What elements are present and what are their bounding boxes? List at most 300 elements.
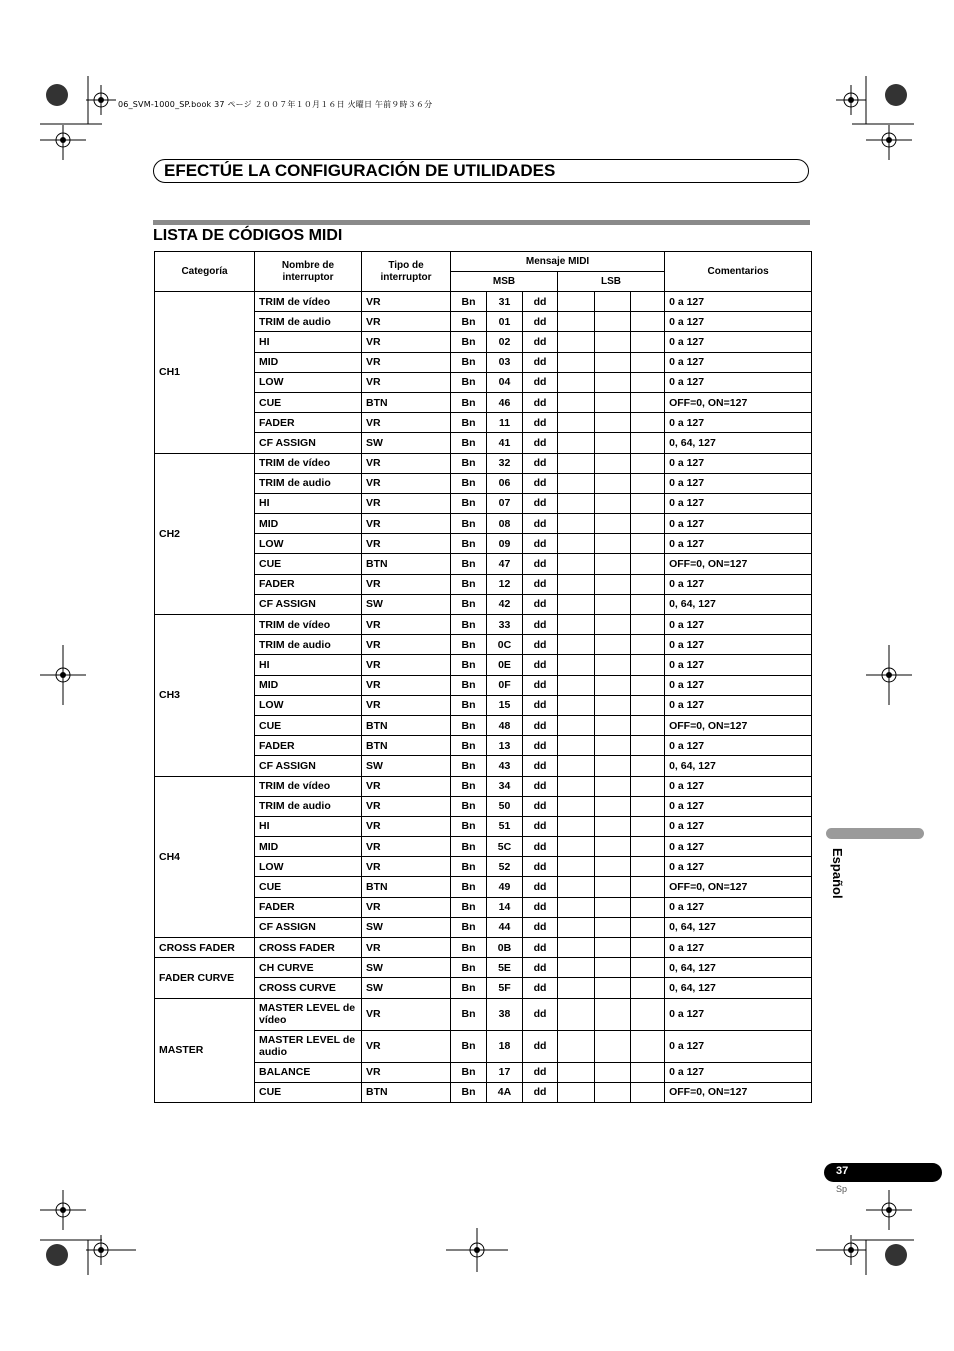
category-cell: CH4 — [155, 776, 255, 938]
lsb-byte1-cell — [558, 292, 595, 312]
msb-byte2-cell: 0E — [487, 655, 523, 675]
comment-cell: OFF=0, ON=127 — [665, 715, 812, 735]
msb-byte3-cell: dd — [523, 695, 558, 715]
lsb-byte2-cell — [595, 736, 631, 756]
table-row — [155, 998, 812, 1030]
lsb-byte2-cell — [595, 413, 631, 433]
header-nombre: Nombre de interruptor — [255, 252, 362, 292]
lsb-byte1-cell — [558, 413, 595, 433]
msb-byte1-cell: Bn — [451, 312, 487, 332]
lsb-byte1-cell — [558, 938, 595, 958]
msb-byte3-cell: dd — [523, 917, 558, 937]
msb-byte1-cell: Bn — [451, 695, 487, 715]
switch-type-cell: SW — [362, 917, 451, 937]
switch-name-cell: LOW — [255, 857, 362, 877]
msb-byte1-cell: Bn — [451, 857, 487, 877]
lsb-byte3-cell — [631, 1030, 665, 1062]
msb-byte2-cell: 42 — [487, 594, 523, 614]
lsb-byte2-cell — [595, 433, 631, 453]
comment-cell: 0, 64, 127 — [665, 594, 812, 614]
switch-name-cell: HI — [255, 493, 362, 513]
switch-type-cell: BTN — [362, 736, 451, 756]
comment-cell: 0 a 127 — [665, 857, 812, 877]
lsb-byte1-cell — [558, 897, 595, 917]
msb-byte3-cell: dd — [523, 352, 558, 372]
lsb-byte2-cell — [595, 473, 631, 493]
lsb-byte2-cell — [595, 352, 631, 372]
msb-byte2-cell: 14 — [487, 897, 523, 917]
header-lsb: LSB — [558, 272, 665, 292]
msb-byte3-cell: dd — [523, 675, 558, 695]
msb-byte3-cell: dd — [523, 998, 558, 1030]
switch-type-cell: VR — [362, 1030, 451, 1062]
msb-byte1-cell: Bn — [451, 796, 487, 816]
msb-byte2-cell: 5F — [487, 978, 523, 998]
msb-byte2-cell: 47 — [487, 554, 523, 574]
table-row — [155, 776, 812, 796]
msb-byte2-cell: 09 — [487, 534, 523, 554]
msb-byte2-cell: 0C — [487, 635, 523, 655]
lsb-byte3-cell — [631, 292, 665, 312]
lsb-byte3-cell — [631, 938, 665, 958]
msb-byte2-cell: 32 — [487, 453, 523, 473]
msb-byte1-cell: Bn — [451, 998, 487, 1030]
msb-byte2-cell: 0B — [487, 938, 523, 958]
switch-name-cell: CUE — [255, 877, 362, 897]
lsb-byte2-cell — [595, 857, 631, 877]
msb-byte1-cell: Bn — [451, 372, 487, 392]
lsb-byte3-cell — [631, 675, 665, 695]
lsb-byte3-cell — [631, 332, 665, 352]
print-header: 06_SVM-1000_SP.book 37 ページ ２００７年１０月１６日 火曜日 午前９時３６分 — [118, 100, 433, 109]
msb-byte2-cell: 46 — [487, 392, 523, 412]
lsb-byte3-cell — [631, 635, 665, 655]
lsb-byte3-cell — [631, 473, 665, 493]
switch-type-cell: VR — [362, 695, 451, 715]
page-language: Sp — [836, 1184, 848, 1194]
lsb-byte3-cell — [631, 433, 665, 453]
msb-byte2-cell: 50 — [487, 796, 523, 816]
msb-byte1-cell: Bn — [451, 897, 487, 917]
comment-cell: 0 a 127 — [665, 736, 812, 756]
switch-type-cell: BTN — [362, 715, 451, 735]
msb-byte2-cell: 5E — [487, 958, 523, 978]
lsb-byte1-cell — [558, 433, 595, 453]
msb-byte3-cell: dd — [523, 715, 558, 735]
msb-byte3-cell: dd — [523, 837, 558, 857]
msb-byte2-cell: 48 — [487, 715, 523, 735]
lsb-byte2-cell — [595, 978, 631, 998]
comment-cell: 0 a 127 — [665, 816, 812, 836]
section-rule — [153, 220, 810, 225]
msb-byte1-cell: Bn — [451, 958, 487, 978]
switch-type-cell: VR — [362, 635, 451, 655]
msb-byte2-cell: 51 — [487, 816, 523, 836]
msb-byte1-cell: Bn — [451, 917, 487, 937]
switch-name-cell: CF ASSIGN — [255, 594, 362, 614]
comment-cell: 0, 64, 127 — [665, 756, 812, 776]
msb-byte3-cell: dd — [523, 796, 558, 816]
language-tab — [826, 828, 924, 839]
switch-name-cell: CH CURVE — [255, 958, 362, 978]
table-body — [155, 292, 812, 1103]
msb-byte1-cell: Bn — [451, 756, 487, 776]
switch-type-cell: VR — [362, 776, 451, 796]
switch-name-cell: TRIM de vídeo — [255, 615, 362, 635]
lsb-byte2-cell — [595, 594, 631, 614]
switch-type-cell: BTN — [362, 877, 451, 897]
lsb-byte2-cell — [595, 998, 631, 1030]
lsb-byte3-cell — [631, 978, 665, 998]
lsb-byte1-cell — [558, 776, 595, 796]
comment-cell: 0 a 127 — [665, 897, 812, 917]
lsb-byte2-cell — [595, 877, 631, 897]
msb-byte2-cell: 06 — [487, 473, 523, 493]
switch-name-cell: MID — [255, 514, 362, 534]
lsb-byte2-cell — [595, 514, 631, 534]
msb-byte2-cell: 02 — [487, 332, 523, 352]
header-msb: MSB — [451, 272, 558, 292]
switch-name-cell: MID — [255, 675, 362, 695]
switch-type-cell: BTN — [362, 392, 451, 412]
lsb-byte3-cell — [631, 655, 665, 675]
switch-type-cell: VR — [362, 473, 451, 493]
lsb-byte3-cell — [631, 917, 665, 937]
msb-byte3-cell: dd — [523, 332, 558, 352]
switch-type-cell: VR — [362, 998, 451, 1030]
lsb-byte2-cell — [595, 615, 631, 635]
switch-type-cell: VR — [362, 292, 451, 312]
comment-cell: 0, 64, 127 — [665, 958, 812, 978]
comment-cell: 0 a 127 — [665, 332, 812, 352]
switch-name-cell: LOW — [255, 534, 362, 554]
msb-byte2-cell: 17 — [487, 1062, 523, 1082]
lsb-byte1-cell — [558, 877, 595, 897]
lsb-byte1-cell — [558, 816, 595, 836]
midi-codes-table — [154, 251, 812, 1103]
section-title: EFECTÚE LA CONFIGURACIÓN DE UTILIDADES — [164, 161, 556, 180]
lsb-byte1-cell — [558, 1030, 595, 1062]
lsb-byte3-cell — [631, 312, 665, 332]
switch-type-cell: VR — [362, 655, 451, 675]
switch-name-cell: HI — [255, 655, 362, 675]
lsb-byte3-cell — [631, 715, 665, 735]
switch-type-cell: BTN — [362, 554, 451, 574]
msb-byte1-cell: Bn — [451, 736, 487, 756]
msb-byte2-cell: 5C — [487, 837, 523, 857]
switch-name-cell: CUE — [255, 1082, 362, 1102]
msb-byte2-cell: 41 — [487, 433, 523, 453]
switch-type-cell: VR — [362, 816, 451, 836]
lsb-byte3-cell — [631, 615, 665, 635]
switch-type-cell: VR — [362, 796, 451, 816]
lsb-byte1-cell — [558, 352, 595, 372]
lsb-byte1-cell — [558, 958, 595, 978]
msb-byte3-cell: dd — [523, 413, 558, 433]
switch-type-cell: VR — [362, 332, 451, 352]
switch-type-cell: SW — [362, 594, 451, 614]
switch-type-cell: SW — [362, 756, 451, 776]
msb-byte3-cell: dd — [523, 736, 558, 756]
msb-byte2-cell: 0F — [487, 675, 523, 695]
msb-byte1-cell: Bn — [451, 413, 487, 433]
lsb-byte2-cell — [595, 312, 631, 332]
lsb-byte2-cell — [595, 534, 631, 554]
msb-byte2-cell: 31 — [487, 292, 523, 312]
lsb-byte2-cell — [595, 695, 631, 715]
lsb-byte2-cell — [595, 574, 631, 594]
lsb-byte1-cell — [558, 534, 595, 554]
lsb-byte1-cell — [558, 372, 595, 392]
msb-byte1-cell: Bn — [451, 816, 487, 836]
msb-byte3-cell: dd — [523, 938, 558, 958]
comment-cell: OFF=0, ON=127 — [665, 554, 812, 574]
msb-byte3-cell: dd — [523, 312, 558, 332]
msb-byte3-cell: dd — [523, 655, 558, 675]
switch-type-cell: VR — [362, 615, 451, 635]
lsb-byte2-cell — [595, 938, 631, 958]
msb-byte2-cell: 43 — [487, 756, 523, 776]
msb-byte1-cell: Bn — [451, 776, 487, 796]
msb-byte1-cell: Bn — [451, 978, 487, 998]
switch-name-cell: CF ASSIGN — [255, 433, 362, 453]
lsb-byte3-cell — [631, 413, 665, 433]
lsb-byte1-cell — [558, 615, 595, 635]
msb-byte2-cell: 07 — [487, 493, 523, 513]
comment-cell: 0 a 127 — [665, 938, 812, 958]
switch-name-cell: TRIM de audio — [255, 473, 362, 493]
lsb-byte3-cell — [631, 897, 665, 917]
msb-byte1-cell: Bn — [451, 514, 487, 534]
lsb-byte3-cell — [631, 837, 665, 857]
lsb-byte3-cell — [631, 1082, 665, 1102]
lsb-byte2-cell — [595, 715, 631, 735]
lsb-byte3-cell — [631, 372, 665, 392]
switch-type-cell: VR — [362, 897, 451, 917]
switch-name-cell: FADER — [255, 736, 362, 756]
lsb-byte3-cell — [631, 816, 665, 836]
switch-name-cell: TRIM de audio — [255, 796, 362, 816]
lsb-byte1-cell — [558, 574, 595, 594]
comment-cell: 0 a 127 — [665, 695, 812, 715]
msb-byte1-cell: Bn — [451, 332, 487, 352]
lsb-byte2-cell — [595, 332, 631, 352]
switch-type-cell: VR — [362, 372, 451, 392]
lsb-byte3-cell — [631, 1062, 665, 1082]
switch-name-cell: FADER — [255, 413, 362, 433]
comment-cell: OFF=0, ON=127 — [665, 392, 812, 412]
lsb-byte2-cell — [595, 897, 631, 917]
lsb-byte2-cell — [595, 392, 631, 412]
switch-type-cell: VR — [362, 493, 451, 513]
msb-byte3-cell: dd — [523, 857, 558, 877]
msb-byte1-cell: Bn — [451, 635, 487, 655]
msb-byte2-cell: 04 — [487, 372, 523, 392]
lsb-byte1-cell — [558, 695, 595, 715]
lsb-byte2-cell — [595, 837, 631, 857]
msb-byte3-cell: dd — [523, 292, 558, 312]
comment-cell: 0 a 127 — [665, 413, 812, 433]
msb-byte1-cell: Bn — [451, 675, 487, 695]
lsb-byte1-cell — [558, 796, 595, 816]
lsb-byte3-cell — [631, 756, 665, 776]
lsb-byte3-cell — [631, 796, 665, 816]
msb-byte1-cell: Bn — [451, 615, 487, 635]
msb-byte3-cell: dd — [523, 897, 558, 917]
msb-byte2-cell: 01 — [487, 312, 523, 332]
lsb-byte2-cell — [595, 1062, 631, 1082]
lsb-byte1-cell — [558, 675, 595, 695]
lsb-byte3-cell — [631, 574, 665, 594]
lsb-byte3-cell — [631, 998, 665, 1030]
msb-byte2-cell: 49 — [487, 877, 523, 897]
msb-byte2-cell: 34 — [487, 776, 523, 796]
msb-byte3-cell: dd — [523, 1030, 558, 1062]
lsb-byte2-cell — [595, 655, 631, 675]
comment-cell: 0 a 127 — [665, 292, 812, 312]
lsb-byte2-cell — [595, 917, 631, 937]
switch-name-cell: LOW — [255, 372, 362, 392]
lsb-byte3-cell — [631, 857, 665, 877]
msb-byte1-cell: Bn — [451, 1030, 487, 1062]
msb-byte1-cell: Bn — [451, 392, 487, 412]
switch-name-cell: TRIM de vídeo — [255, 292, 362, 312]
comment-cell: 0 a 127 — [665, 514, 812, 534]
switch-type-cell: VR — [362, 938, 451, 958]
switch-name-cell: FADER — [255, 897, 362, 917]
switch-type-cell: VR — [362, 312, 451, 332]
switch-name-cell: CUE — [255, 392, 362, 412]
lsb-byte2-cell — [595, 816, 631, 836]
switch-type-cell: VR — [362, 1062, 451, 1082]
lsb-byte1-cell — [558, 312, 595, 332]
lsb-byte1-cell — [558, 715, 595, 735]
lsb-byte3-cell — [631, 554, 665, 574]
lsb-byte2-cell — [595, 958, 631, 978]
lsb-byte1-cell — [558, 837, 595, 857]
msb-byte1-cell: Bn — [451, 473, 487, 493]
lsb-byte3-cell — [631, 453, 665, 473]
msb-byte1-cell: Bn — [451, 655, 487, 675]
switch-name-cell: HI — [255, 816, 362, 836]
msb-byte3-cell: dd — [523, 534, 558, 554]
switch-type-cell: VR — [362, 413, 451, 433]
switch-name-cell: HI — [255, 332, 362, 352]
lsb-byte1-cell — [558, 1082, 595, 1102]
lsb-byte3-cell — [631, 392, 665, 412]
msb-byte2-cell: 44 — [487, 917, 523, 937]
lsb-byte1-cell — [558, 635, 595, 655]
msb-byte2-cell: 08 — [487, 514, 523, 534]
msb-byte1-cell: Bn — [451, 453, 487, 473]
lsb-byte3-cell — [631, 514, 665, 534]
category-cell: MASTER — [155, 998, 255, 1102]
lsb-byte3-cell — [631, 958, 665, 978]
msb-byte1-cell: Bn — [451, 554, 487, 574]
msb-byte3-cell: dd — [523, 433, 558, 453]
lsb-byte1-cell — [558, 473, 595, 493]
msb-byte2-cell: 13 — [487, 736, 523, 756]
lsb-byte2-cell — [595, 372, 631, 392]
comment-cell: 0 a 127 — [665, 776, 812, 796]
header-tipo: Tipo de interruptor — [362, 252, 451, 292]
switch-name-cell: TRIM de vídeo — [255, 453, 362, 473]
comment-cell: 0 a 127 — [665, 655, 812, 675]
category-cell: CH2 — [155, 453, 255, 615]
lsb-byte3-cell — [631, 352, 665, 372]
msb-byte3-cell: dd — [523, 594, 558, 614]
switch-type-cell: SW — [362, 958, 451, 978]
switch-type-cell: BTN — [362, 1082, 451, 1102]
msb-byte2-cell: 03 — [487, 352, 523, 372]
msb-byte3-cell: dd — [523, 776, 558, 796]
header-comentarios: Comentarios — [665, 252, 812, 292]
switch-name-cell: CUE — [255, 554, 362, 574]
table-row — [155, 453, 812, 473]
switch-type-cell: VR — [362, 837, 451, 857]
msb-byte1-cell: Bn — [451, 837, 487, 857]
msb-byte2-cell: 12 — [487, 574, 523, 594]
language-label: Español — [830, 848, 845, 899]
switch-name-cell: MASTER LEVEL de audio — [255, 1030, 362, 1062]
lsb-byte3-cell — [631, 493, 665, 513]
lsb-byte1-cell — [558, 655, 595, 675]
page-number: 37 — [836, 1165, 849, 1177]
comment-cell: 0 a 127 — [665, 837, 812, 857]
msb-byte3-cell: dd — [523, 392, 558, 412]
msb-byte3-cell: dd — [523, 574, 558, 594]
lsb-byte1-cell — [558, 857, 595, 877]
comment-cell: 0 a 127 — [665, 998, 812, 1030]
page-number-pill — [824, 1163, 942, 1182]
msb-byte3-cell: dd — [523, 816, 558, 836]
switch-type-cell: VR — [362, 574, 451, 594]
switch-name-cell: TRIM de vídeo — [255, 776, 362, 796]
lsb-byte1-cell — [558, 998, 595, 1030]
lsb-byte1-cell — [558, 453, 595, 473]
msb-byte2-cell: 52 — [487, 857, 523, 877]
msb-byte3-cell: dd — [523, 473, 558, 493]
lsb-byte2-cell — [595, 1082, 631, 1102]
lsb-byte1-cell — [558, 554, 595, 574]
msb-byte2-cell: 33 — [487, 615, 523, 635]
switch-type-cell: VR — [362, 453, 451, 473]
switch-name-cell: MASTER LEVEL de vídeo — [255, 998, 362, 1030]
msb-byte2-cell: 11 — [487, 413, 523, 433]
lsb-byte1-cell — [558, 392, 595, 412]
switch-type-cell: SW — [362, 433, 451, 453]
switch-name-cell: LOW — [255, 695, 362, 715]
comment-cell: OFF=0, ON=127 — [665, 1082, 812, 1102]
switch-type-cell: VR — [362, 514, 451, 534]
lsb-byte2-cell — [595, 776, 631, 796]
msb-byte1-cell: Bn — [451, 1082, 487, 1102]
msb-byte2-cell: 4A — [487, 1082, 523, 1102]
switch-name-cell: MID — [255, 837, 362, 857]
lsb-byte2-cell — [595, 1030, 631, 1062]
switch-type-cell: VR — [362, 352, 451, 372]
lsb-byte2-cell — [595, 292, 631, 312]
msb-byte3-cell: dd — [523, 978, 558, 998]
lsb-byte3-cell — [631, 594, 665, 614]
lsb-byte2-cell — [595, 675, 631, 695]
msb-byte3-cell: dd — [523, 493, 558, 513]
msb-byte3-cell: dd — [523, 1082, 558, 1102]
header-mensaje: Mensaje MIDI — [451, 252, 665, 272]
switch-name-cell: CF ASSIGN — [255, 917, 362, 937]
lsb-byte1-cell — [558, 978, 595, 998]
msb-byte1-cell: Bn — [451, 877, 487, 897]
